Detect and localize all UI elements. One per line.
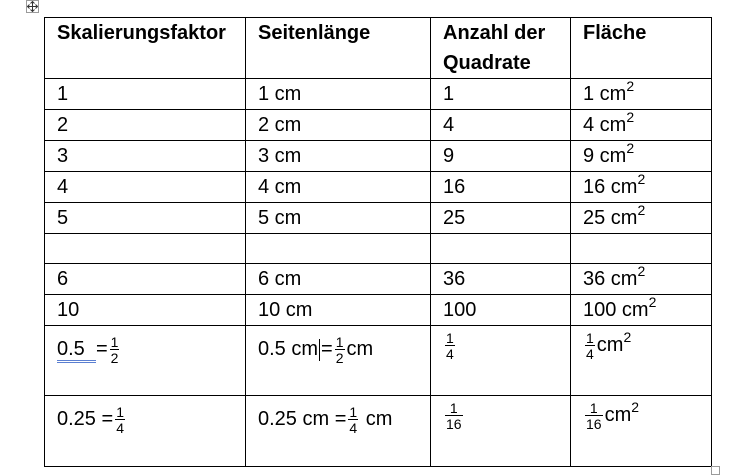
- cell-side-value: 5 cm: [258, 207, 302, 229]
- cell-count[interactable]: [431, 79, 571, 110]
- cell-factor[interactable]: [45, 110, 246, 141]
- table-row: [45, 141, 712, 172]
- cell-side[interactable]: [246, 172, 431, 203]
- table-move-handle[interactable]: [26, 0, 39, 13]
- cell-side[interactable]: [246, 110, 431, 141]
- cell-count[interactable]: [431, 295, 571, 326]
- cell-area[interactable]: [571, 203, 712, 234]
- cell-count[interactable]: [431, 110, 571, 141]
- fraction-side-half: $\frac{1}{2}$: [335, 333, 344, 366]
- cell-factor-value: 5: [57, 207, 69, 229]
- cell-count-value: 1: [443, 83, 455, 105]
- cell-side[interactable]: [246, 295, 431, 326]
- cell-area[interactable]: [571, 295, 712, 326]
- cell-side-half[interactable]: [246, 326, 431, 396]
- cell-factor-value: 6: [57, 268, 69, 290]
- cell-count[interactable]: [431, 234, 571, 264]
- cell-side-value: 4 cm: [258, 176, 302, 198]
- header-side-length-label: Seitenlänge: [258, 22, 371, 44]
- table-row: [45, 79, 712, 110]
- factor-decimal-half: 0.5: [57, 338, 96, 363]
- fraction-area-quarter: $\frac{1}{16}$: [586, 399, 602, 432]
- table-row: [45, 234, 712, 264]
- fraction-area-half: $\frac{1}{4}$: [586, 329, 594, 362]
- table-row: [45, 110, 712, 141]
- cell-side-value: 1 cm: [258, 83, 302, 105]
- cell-side-value: 3 cm: [258, 145, 302, 167]
- move-arrows-icon: [27, 1, 38, 12]
- cell-side[interactable]: [246, 234, 431, 264]
- factor-decimal-quarter: 0.25: [57, 408, 96, 430]
- header-area[interactable]: [571, 18, 712, 79]
- scaling-table: [44, 17, 712, 467]
- header-squares-count-line2: Quadrate: [443, 52, 531, 74]
- side-decimal-half: 0.5 cm: [258, 338, 319, 360]
- fraction-count-half: $\frac{1}{4}$: [446, 329, 454, 362]
- area-exponent: 2: [637, 202, 646, 218]
- cell-side-value: 6 cm: [258, 268, 302, 290]
- cell-factor-value: 1: [57, 83, 69, 105]
- text-cursor: [319, 339, 320, 361]
- cell-area[interactable]: [571, 234, 712, 264]
- cell-count-value: 36: [443, 268, 466, 290]
- cell-count-value: 100: [443, 299, 477, 321]
- cell-count-value: 9: [443, 145, 455, 167]
- header-side-length[interactable]: [246, 18, 431, 79]
- header-squares-count-line1: Anzahl der: [443, 22, 546, 44]
- area-exponent: 2: [626, 78, 635, 94]
- table-row-quarter: [45, 396, 712, 467]
- cell-count-value: 4: [443, 114, 455, 136]
- cell-area[interactable]: [571, 79, 712, 110]
- cell-count[interactable]: [431, 172, 571, 203]
- cell-area-value: 100 cm: [583, 299, 649, 321]
- cell-area-value: 36 cm: [583, 268, 638, 290]
- side-unit-quarter: cm: [365, 408, 393, 430]
- cell-factor-value: 3: [57, 145, 69, 167]
- area-unit-quarter: cm: [604, 404, 632, 426]
- area-unit-half: cm: [596, 334, 624, 356]
- cell-side-quarter[interactable]: [246, 396, 431, 467]
- equals-sign: =: [95, 338, 108, 360]
- cell-area[interactable]: [571, 141, 712, 172]
- area-exponent: 2: [626, 109, 635, 125]
- area-exponent: 2: [637, 171, 646, 187]
- area-exponent: 2: [631, 399, 640, 415]
- equals-sign: =: [334, 408, 347, 430]
- area-exponent: 2: [648, 294, 657, 310]
- side-unit-half: cm: [346, 338, 374, 360]
- equals-sign: =: [321, 338, 333, 360]
- cell-count[interactable]: [431, 203, 571, 234]
- cell-factor-value: 10: [57, 299, 80, 321]
- side-decimal-quarter: 0.25 cm: [258, 408, 330, 430]
- cell-factor-half[interactable]: [45, 326, 246, 396]
- cell-factor-quarter[interactable]: [45, 396, 246, 467]
- area-exponent: 2: [626, 140, 635, 156]
- cell-side[interactable]: [246, 203, 431, 234]
- area-exponent: 2: [623, 329, 632, 345]
- cell-count[interactable]: [431, 141, 571, 172]
- cell-factor[interactable]: [45, 203, 246, 234]
- cell-area[interactable]: [571, 110, 712, 141]
- cell-area-value: 9 cm: [583, 145, 627, 167]
- cell-area-value: 1 cm: [583, 83, 627, 105]
- header-row: [45, 18, 712, 79]
- cell-side[interactable]: [246, 141, 431, 172]
- table-row: [45, 295, 712, 326]
- table-row: [45, 203, 712, 234]
- cell-count-value: 25: [443, 207, 466, 229]
- cell-area[interactable]: [571, 264, 712, 295]
- cell-factor[interactable]: [45, 79, 246, 110]
- cell-side[interactable]: [246, 264, 431, 295]
- cell-count-quarter[interactable]: [431, 396, 571, 467]
- cell-factor-value: 2: [57, 114, 69, 136]
- area-exponent: 2: [637, 263, 646, 279]
- header-scale-factor-label: Skalierungsfaktor: [57, 22, 226, 44]
- cell-factor[interactable]: [45, 172, 246, 203]
- cell-area-value: 25 cm: [583, 207, 638, 229]
- cell-side-value: 10 cm: [258, 299, 313, 321]
- header-squares-count[interactable]: [431, 18, 571, 79]
- fraction-side-quarter: $\frac{1}{4}$: [349, 403, 358, 436]
- cell-area-quarter[interactable]: [571, 396, 712, 467]
- cell-count-half[interactable]: [431, 326, 571, 396]
- equals-sign: =: [101, 408, 114, 430]
- cell-count[interactable]: [431, 264, 571, 295]
- fraction-factor-quarter: $\frac{1}{4}$: [116, 403, 124, 436]
- table-row: [45, 172, 712, 203]
- header-scale-factor[interactable]: [45, 18, 246, 79]
- table-row-half: [45, 326, 712, 396]
- cell-factor[interactable]: [45, 295, 246, 326]
- cell-factor-value: 4: [57, 176, 69, 198]
- cell-count-value: 16: [443, 176, 466, 198]
- cell-area[interactable]: [571, 172, 712, 203]
- fraction-factor-half: $\frac{1}{2}$: [110, 333, 119, 366]
- table-resize-handle[interactable]: [711, 466, 720, 475]
- fraction-count-quarter: $\frac{1}{16}$: [446, 399, 462, 432]
- cell-factor[interactable]: [45, 264, 246, 295]
- cell-factor[interactable]: [45, 234, 246, 264]
- cell-side[interactable]: [246, 79, 431, 110]
- cell-side-value: 2 cm: [258, 114, 302, 136]
- cell-area-value: 16 cm: [583, 176, 638, 198]
- cell-factor[interactable]: [45, 141, 246, 172]
- cell-area-half[interactable]: [571, 326, 712, 396]
- header-area-label: Fläche: [583, 22, 647, 44]
- cell-area-value: 4 cm: [583, 114, 627, 136]
- table-row: [45, 264, 712, 295]
